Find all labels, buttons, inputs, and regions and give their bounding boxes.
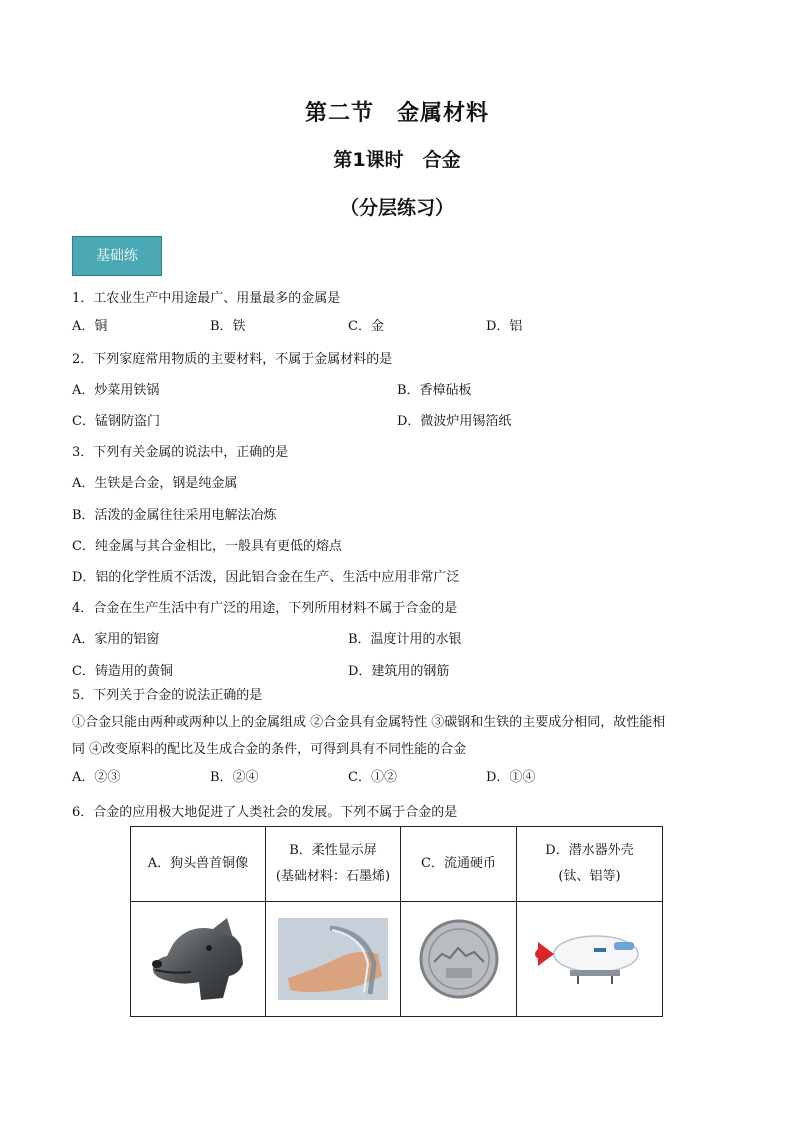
question-4-option-b: B．温度计用的水银 (348, 632, 462, 647)
flexible-display-image (266, 902, 401, 1017)
option-d-cell (517, 827, 663, 902)
question-1-option-d: D．铝 (486, 319, 523, 334)
option-c-cell (401, 827, 517, 902)
question-3-option-d: D．铝的化学性质不活泼，因此铝合金在生产、生活中应用非常广泛 (72, 570, 460, 585)
question-2-option-d: D．微波炉用锡箔纸 (397, 414, 512, 429)
circulating-coin-image (401, 902, 517, 1017)
lesson-title: 第1课时 合金 (333, 149, 461, 171)
option-a-cell (131, 827, 266, 902)
option-b-cell (266, 827, 401, 902)
question-5-option-b: B．②④ (210, 770, 259, 785)
question-4-option-d: D．建筑用的钢筋 (348, 664, 450, 679)
question-1-option-b: B．铁 (210, 319, 246, 334)
question-1-option-c: C．金 (348, 319, 384, 334)
option-b-note: (基础材料：石墨烯) (275, 869, 391, 884)
option-c-label: C．流通硬币 (421, 856, 496, 871)
option-b-label: B．柔性显示屏 (289, 843, 377, 858)
question-5-option-c: C．①② (348, 770, 397, 785)
question-2-option-b: B．香樟砧板 (397, 383, 472, 398)
dog-head-bronze-image (131, 902, 266, 1017)
question-3-option-c: C．纯金属与其合金相比，一般具有更低的熔点 (72, 539, 342, 554)
question-3-stem: 3．下列有关金属的说法中，正确的是 (72, 445, 289, 460)
question-6-table (130, 826, 663, 1017)
option-a-label: A．狗头兽首铜像 (147, 856, 249, 871)
question-5-option-a: A．②③ (72, 770, 121, 785)
practice-label: （分层练习） (339, 197, 454, 219)
flexible-screen-icon (278, 918, 388, 1000)
question-4-option-c: C．铸造用的黄铜 (72, 664, 173, 679)
question-5-statements-line1: ①合金只能由两种或两种以上的金属组成 ②合金具有金属特性 ③碳钢和生铁的主要成分相同，故性能相 (72, 715, 666, 730)
question-1-option-a: A．铜 (72, 319, 108, 334)
question-3-option-b: B．活泼的金属往往采用电解法冶炼 (72, 508, 277, 523)
submersible-icon (530, 924, 650, 994)
question-4-stem: 4．合金在生产生活中有广泛的用途，下列所用材料不属于合金的是 (72, 601, 458, 616)
option-d-note: (钛、铝等) (558, 869, 621, 884)
question-4-option-a: A．家用的铝窗 (72, 632, 160, 647)
question-2-option-c: C．锰钢防盗门 (72, 414, 160, 429)
question-5-stem: 5．下列关于合金的说法正确的是 (72, 688, 263, 703)
page-title: 第二节 金属材料 (304, 101, 489, 126)
dog-head-icon (143, 914, 253, 1004)
section-tag-basic: 基础练 (72, 236, 162, 276)
question-1-stem: 1．工农业生产中用途最广、用量最多的金属是 (72, 291, 341, 306)
question-5-statements-line2: 同 ④改变原料的配比及生成合金的条件，可得到具有不同性能的合金 (72, 742, 467, 757)
submersible-image (517, 902, 663, 1017)
question-5-option-d: D．①④ (486, 770, 536, 785)
option-d-label: D．潜水器外壳 (545, 843, 634, 858)
question-2-option-a: A．炒菜用铁锅 (72, 383, 160, 398)
question-2-stem: 2．下列家庭常用物质的主要材料，不属于金属材料的是 (72, 352, 393, 367)
question-3-option-a: A．生铁是合金，钢是纯金属 (72, 476, 238, 491)
coin-icon (418, 918, 500, 1000)
question-6-stem: 6．合金的应用极大地促进了人类社会的发展。下列不属于合金的是 (72, 805, 458, 820)
